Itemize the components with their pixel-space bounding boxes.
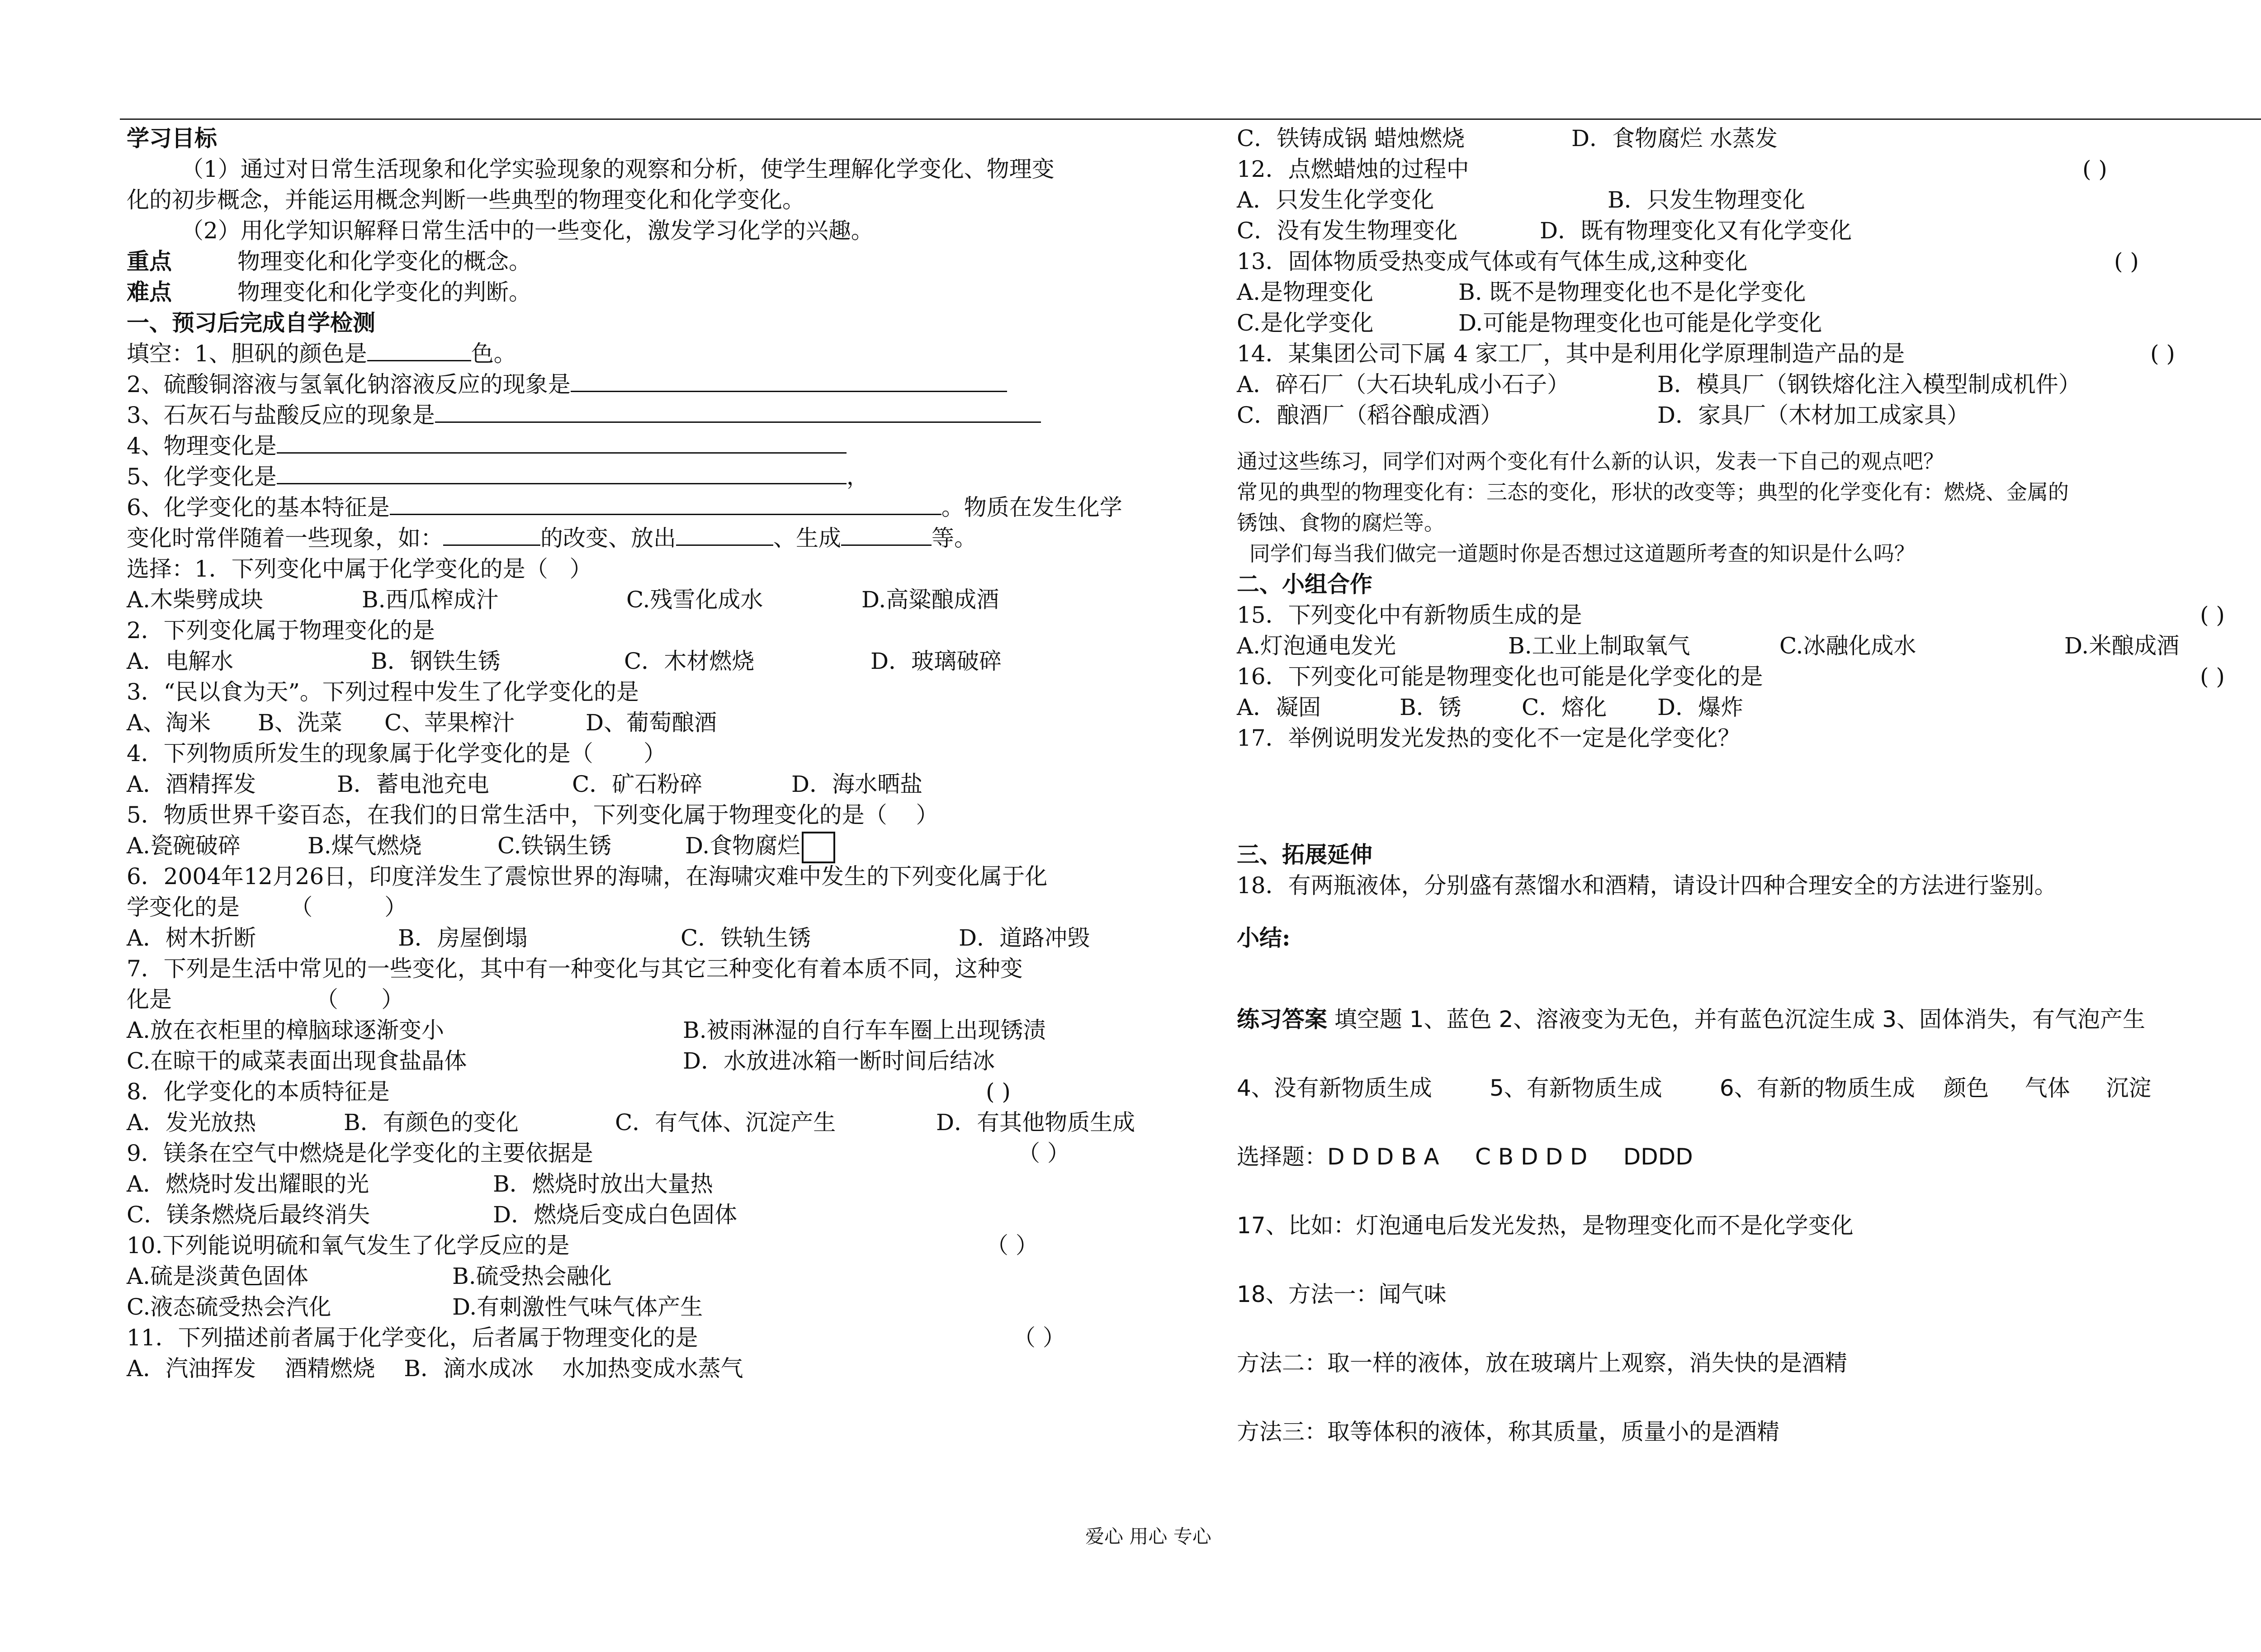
option: B、洗菜 <box>258 710 342 736</box>
option: C．铁铸成锅 蜡烛燃烧 <box>1237 125 1465 151</box>
option: B．有颜色的变化 <box>344 1109 519 1136</box>
fill-6e: 、生成 <box>773 525 841 551</box>
focus-text: 物理变化和化学变化的概念。 <box>237 248 531 275</box>
answer-paren: ( ) <box>986 1079 1011 1105</box>
difficulty-row <box>127 277 1198 308</box>
question-text: 10.下列能说明硫和氧气发生了化学反应的是 <box>127 1232 570 1259</box>
answer-blank[interactable] <box>571 370 1007 392</box>
heading-learning-goals: 学习目标 <box>127 125 217 151</box>
answer-paren: （ ） <box>986 1232 1038 1259</box>
question-18: 18．有两瓶液体，分别盛有蒸馏水和酒精，请设计四种合理安全的方法进行鉴别。 <box>1237 872 2057 899</box>
fill-1-text: 填空：1、胆矾的颜色是 <box>127 341 367 367</box>
q8-options <box>127 1107 1198 1138</box>
q3-options <box>127 707 1198 738</box>
question-12 <box>1237 154 2261 185</box>
option: D．燃烧后变成白色固体 <box>493 1202 738 1228</box>
answer-blank[interactable] <box>841 524 932 546</box>
q7-options-1 <box>127 1015 1198 1046</box>
question-7a: 7．下列是生活中常见的一些变化，其中有一种变化与其它三种变化有着本质不同，这种变 <box>127 956 1023 982</box>
option: B.硫受热会融化 <box>452 1263 612 1289</box>
q9-options-1 <box>127 1169 1198 1199</box>
answer-paren: （ ） <box>1017 1140 1070 1166</box>
option: A．凝固 <box>1237 694 1321 720</box>
answer-paren: （ ） <box>1013 1325 1065 1351</box>
question-text: 14．某集团公司下属 4 家工厂，其中是利用化学原理制造产品的是 <box>1237 341 1905 367</box>
answer-paren: ( ) <box>2114 248 2139 275</box>
option: A．电解水 <box>127 648 234 674</box>
question-6a: 6．2004年12月26日，印度洋发生了震惊世界的海啸，在海啸灾难中发生的下列变化属于化 <box>127 863 1048 890</box>
q13-options-2 <box>1237 308 2261 338</box>
fill-6-text: 6、化学变化的基本特征是 <box>127 494 390 521</box>
question-6b: 学变化的是 （ ） <box>127 894 407 920</box>
option: A．树木折断 <box>127 925 256 951</box>
question-text: 8．化学变化的本质特征是 <box>127 1079 390 1105</box>
goal-1a: （1）通过对日常生活现象和化学实验现象的观察和分析，使学生理解化学变化、物理变 <box>181 156 1055 182</box>
question-text: 16．下列变化可能是物理变化也可能是化学变化的是 <box>1237 663 1763 690</box>
option: A.放在衣柜里的樟脑球逐渐变小 <box>127 1017 445 1043</box>
question-text: 15．下列变化中有新物质生成的是 <box>1237 602 1582 628</box>
q9-options-2 <box>127 1199 1198 1230</box>
fill-4-text: 4、物理变化是 <box>127 433 277 459</box>
fill-2-text: 2、硫酸铜溶液与氢氧化钠溶液反应的现象是 <box>127 371 571 398</box>
answer-blank[interactable] <box>367 339 471 361</box>
q10-options-1 <box>127 1261 1198 1292</box>
answers-line-4: 17、比如：灯泡通电后发光发热，是物理变化而不是化学变化 <box>1237 1212 1854 1239</box>
section-2-heading: 二、小组合作 <box>1237 571 1372 597</box>
question-17: 17．举例说明发光发热的变化不一定是化学变化？ <box>1237 725 1741 751</box>
option: D．家具厂（木材加工成家具） <box>1657 402 1970 428</box>
option: C．有气体、沉淀产生 <box>615 1109 836 1136</box>
q11-option-a: A．汽油挥发 酒精燃烧 B．滴水成冰 水加热变成水蒸气 <box>127 1355 743 1382</box>
fill-1 <box>127 338 1198 369</box>
answers-line-3: 选择题：D D D B A C B D D D DDDD <box>1237 1144 1693 1170</box>
option: B．只发生物理变化 <box>1608 187 1805 213</box>
question-text: 11．下列描述前者属于化学变化，后者属于物理变化的是 <box>127 1325 698 1351</box>
option <box>685 830 835 863</box>
q7-options-2 <box>127 1046 1198 1076</box>
option: D.可能是物理变化也可能是化学变化 <box>1458 310 1822 336</box>
question-3: 3．“民以食为天”。下列过程中发生了化学变化的是 <box>127 679 639 705</box>
q11-options-cd <box>1237 123 2261 154</box>
option: C、苹果榨汁 <box>384 710 515 736</box>
q14-options-1 <box>1237 369 2261 400</box>
question-5: 5．物质世界千姿百态，在我们的日常生活中，下列变化属于物理变化的是（ ） <box>127 802 939 828</box>
option: C．木材燃烧 <box>624 648 755 674</box>
fill-6-cont: 。物质在发生化学 <box>941 494 1122 521</box>
option: D．食物腐烂 水蒸发 <box>1571 125 1778 151</box>
option: B.西瓜榨成汁 <box>362 587 499 613</box>
question-2: 2．下列变化属于物理变化的是 <box>127 617 435 644</box>
option: C．镁条燃烧后最终消失 <box>127 1202 370 1228</box>
q14-options-2 <box>1237 400 2261 431</box>
focus-row <box>127 246 1198 277</box>
option: A.灯泡通电发光 <box>1237 633 1396 659</box>
right-column <box>1237 123 2261 1466</box>
answers-text: 填空题 1、蓝色 2、溶液变为无色，并有蓝色沉淀生成 3、固体消失，有气泡产生 <box>1334 1006 2146 1032</box>
option: A.硫是淡黄色固体 <box>127 1263 309 1289</box>
fill-1-end: 色。 <box>471 341 516 367</box>
option: D.米酿成酒 <box>2064 633 2180 659</box>
note-1: 通过这些练习，同学们对两个变化有什么新的认识，发表一下自己的观点吧？ <box>1237 449 1944 473</box>
note-2a: 常见的典型的物理变化有：三态的变化，形状的改变等；典型的化学变化有：燃烧、金属的 <box>1237 480 2069 504</box>
q16-options <box>1237 692 2261 723</box>
option: B．钢铁生锈 <box>371 648 501 674</box>
top-rule <box>120 118 2261 120</box>
fill-3-text: 3、石灰石与盐酸反应的现象是 <box>127 402 435 428</box>
answers-line-1 <box>1237 985 2261 1054</box>
fill-5 <box>127 461 1198 492</box>
fill-6c: 变化时常伴随着一些现象，如： <box>127 525 443 551</box>
option: A．只发生化学变化 <box>1237 187 1434 213</box>
note-2b: 锈蚀、食物的腐烂等。 <box>1237 511 1445 535</box>
left-column <box>127 123 1198 1384</box>
question-text: 9．镁条在空气中燃烧是化学变化的主要依据是 <box>127 1140 593 1166</box>
summary-label: 小结: <box>1237 924 1291 951</box>
option: B.被雨淋湿的自行车车圈上出现锈渍 <box>683 1017 1046 1043</box>
fill-2 <box>127 369 1198 400</box>
q12-options-1 <box>1237 185 2261 215</box>
option: C.残雪化成水 <box>626 587 763 613</box>
q1-options <box>127 584 1198 615</box>
option: B．模具厂（钢铁熔化注入模型制成机件） <box>1657 371 2081 398</box>
option: D．爆炸 <box>1657 694 1744 720</box>
answer-blank[interactable] <box>435 401 1041 423</box>
option: D．既有物理变化又有化学变化 <box>1540 218 1852 244</box>
answer-blank[interactable] <box>277 431 847 454</box>
option: C.铁锅生锈 <box>497 833 612 859</box>
question-11 <box>127 1322 1198 1353</box>
option: D.高粱酿成酒 <box>861 587 999 613</box>
answers-label: 练习答案 <box>1237 1006 1327 1032</box>
fill-5-end: ， <box>846 464 869 490</box>
option: D．玻璃破碎 <box>870 648 1002 674</box>
answers-line-6: 方法二：取一样的液体，放在玻璃片上观察，消失快的是酒精 <box>1237 1350 1847 1376</box>
page-footer: 爱心 用心 专心 <box>1085 1525 1211 1548</box>
focus-label: 重点 <box>127 248 172 275</box>
answers-line-2: 4、没有新物质生成 5、有新物质生成 6、有新的物质生成 颜色 气体 沉淀 <box>1237 1075 2152 1101</box>
answers-line-7: 方法三：取等体积的液体，称其质量，质量小的是酒精 <box>1237 1419 1779 1445</box>
q5-options <box>127 830 1198 861</box>
option: C．熔化 <box>1522 694 1607 720</box>
q15-options <box>1237 630 2261 661</box>
question-7b: 化是 （ ） <box>127 986 404 1013</box>
option: C.液态硫受热会汽化 <box>127 1294 331 1320</box>
note-3: 同学们每当我们做完一道题时你是否想过这道题所考查的知识是什么吗？ <box>1237 541 1915 566</box>
question-4: 4．下列物质所发生的现象属于化学变化的是（ ） <box>127 740 667 767</box>
goal-2: （2）用化学知识解释日常生活中的一些变化，激发学习化学的兴趣。 <box>181 218 874 244</box>
answer-paren: ( ) <box>2200 663 2225 690</box>
option: A．碎石厂（大石块轧成小石子） <box>1237 371 1570 398</box>
fill-6 <box>127 492 1198 523</box>
difficulty-text: 物理变化和化学变化的判断。 <box>237 279 531 305</box>
option: C．没有发生物理变化 <box>1237 218 1458 244</box>
question-text: 13．固体物质受热变成气体或有气体生成,这种变化 <box>1237 248 1748 275</box>
fill-4 <box>127 431 1198 461</box>
gap <box>1237 431 2261 446</box>
gap <box>1237 901 2261 923</box>
answer-blank[interactable] <box>443 524 540 546</box>
option: B．锈 <box>1400 694 1462 720</box>
answer-blank[interactable] <box>676 524 773 546</box>
q4-options <box>127 769 1198 800</box>
section-1-heading: 一、预习后完成自学检测 <box>127 309 375 336</box>
question-10 <box>127 1230 1198 1261</box>
q13-options-1 <box>1237 277 2261 308</box>
option: A．发光放热 <box>127 1109 256 1136</box>
option: B.工业上制取氧气 <box>1508 633 1690 659</box>
answer-checkbox[interactable] <box>802 832 835 863</box>
fill-5-text: 5、化学变化是 <box>127 464 277 490</box>
answer-paren: ( ) <box>2150 341 2175 367</box>
section-3-heading: 三、拓展延伸 <box>1237 841 1372 868</box>
q2-options <box>127 646 1198 677</box>
answer-space[interactable] <box>1237 753 2261 839</box>
option: A.瓷碗破碎 <box>127 833 241 859</box>
q10-options-2 <box>127 1292 1198 1322</box>
option: B．蓄电池充电 <box>337 771 489 797</box>
q12-options-2 <box>1237 215 2261 246</box>
option: A.木柴劈成块 <box>127 587 264 613</box>
option: B.煤气燃烧 <box>307 833 422 859</box>
option: D.有刺激性气味气体产生 <box>452 1294 703 1320</box>
option: C.冰融化成水 <box>1779 633 1916 659</box>
option: D．有其他物质生成 <box>936 1109 1135 1136</box>
question-13 <box>1237 246 2261 277</box>
option: A.是物理变化 <box>1237 279 1374 305</box>
option: D、葡萄酿酒 <box>586 710 717 736</box>
option: D．水放进冰箱一断时间后结冰 <box>683 1048 995 1074</box>
option: B．燃烧时放出大量热 <box>493 1171 713 1197</box>
option: B．房屋倒塌 <box>398 925 528 951</box>
option: A、淘米 <box>127 710 211 736</box>
question-text: 12．点燃蜡烛的过程中 <box>1237 156 1469 182</box>
fill-6f: 等。 <box>932 525 977 551</box>
q6-options <box>127 923 1198 953</box>
option-text: D.食物腐烂 <box>685 833 800 859</box>
fill-3 <box>127 400 1198 431</box>
question-14 <box>1237 338 2261 369</box>
question-15 <box>1237 600 2261 630</box>
option: C．矿石粉碎 <box>572 771 703 797</box>
option: C.是化学变化 <box>1237 310 1374 336</box>
answer-paren: ( ) <box>2082 156 2107 182</box>
option: D．海水晒盐 <box>791 771 923 797</box>
option: B. 既不是物理变化也不是化学变化 <box>1458 279 1806 305</box>
option: C．酿酒厂（稻谷酿成酒） <box>1237 402 1503 428</box>
question-9 <box>127 1138 1198 1169</box>
gap <box>1237 953 2261 985</box>
answer-blank[interactable] <box>277 462 847 484</box>
answers-line-5: 18、方法一：闻气味 <box>1237 1281 1447 1307</box>
answer-blank[interactable] <box>390 493 941 515</box>
question-1: 选择：1．下列变化中属于化学变化的是（ ） <box>127 556 592 582</box>
fill-6-line2 <box>127 523 1198 554</box>
option: C.在晾干的咸菜表面出现食盐晶体 <box>127 1048 467 1074</box>
option: A．燃烧时发出耀眼的光 <box>127 1171 369 1197</box>
fill-6d: 的改变、放出 <box>540 525 676 551</box>
option: A．酒精挥发 <box>127 771 256 797</box>
goal-1b: 化的初步概念，并能运用概念判断一些典型的物理变化和化学变化。 <box>127 187 805 213</box>
option: D．道路冲毁 <box>959 925 1090 951</box>
question-16 <box>1237 661 2261 692</box>
answer-paren: ( ) <box>2200 602 2225 628</box>
option: C．铁轨生锈 <box>681 925 811 951</box>
question-8 <box>127 1076 1198 1107</box>
difficulty-label: 难点 <box>127 279 172 305</box>
